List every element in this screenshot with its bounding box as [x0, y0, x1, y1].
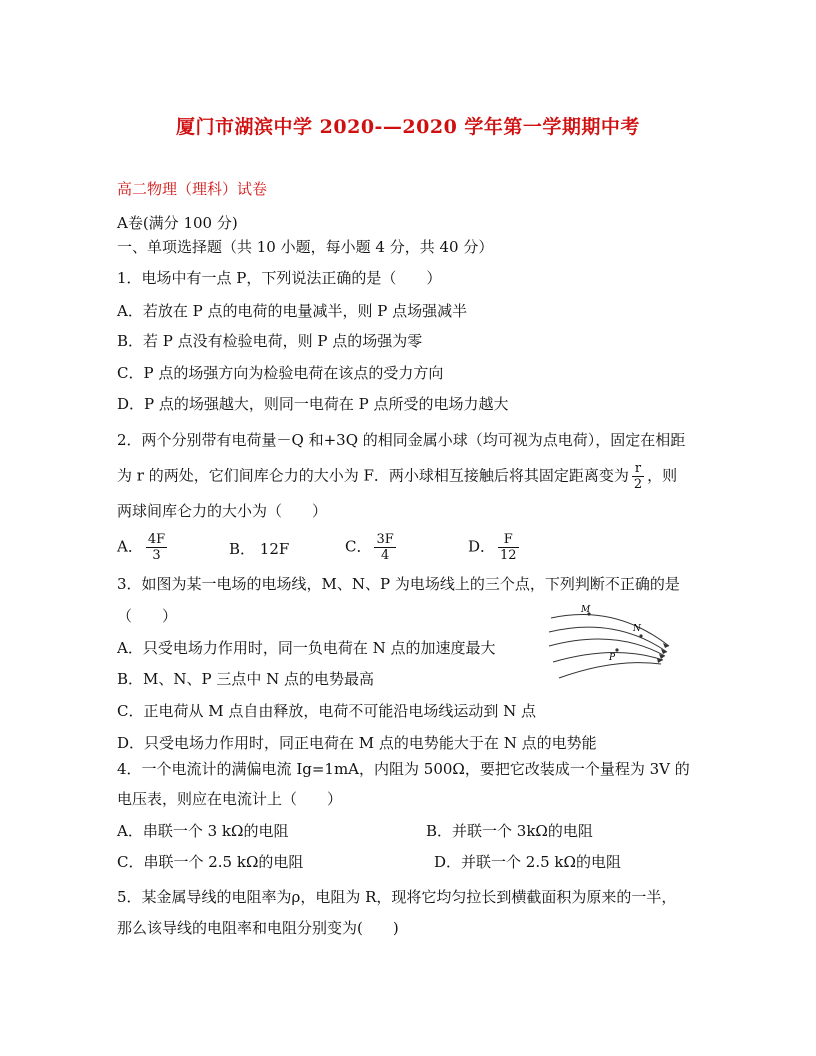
fraction-denominator: 4	[380, 548, 390, 563]
q5-line-1: 5．某金属导线的电阻率为ρ，电阻为 R，现将它均匀拉长到横截面积为原来的一半，	[117, 888, 677, 906]
section-a-label: A卷(满分 100 分)	[117, 214, 238, 232]
option-a-fraction	[146, 532, 167, 563]
q4-option-d: D．并联一个 2.5 kΩ的电阻	[434, 853, 621, 871]
q2-option-b: B． 12F	[229, 540, 290, 558]
fraction-numerator: r	[632, 461, 644, 477]
q1-option-c: C．P 点的场强方向为检验电荷在该点的受力方向	[117, 364, 444, 382]
q1-option-d: D．P 点的场强越大，则同一电荷在 P 点所受的电场力越大	[117, 395, 509, 413]
fraction-numerator: F	[498, 532, 519, 548]
q2-line-1: 2．两个分别带有电荷量－Q 和+3Q 的相同金属小球（均可视为点电荷），固定在相距	[117, 431, 686, 449]
q1-option-b: B．若 P 点没有检验电荷，则 P 点的场强为零	[117, 332, 423, 350]
label-m: M	[581, 605, 591, 615]
q3-line-2: （ ）	[117, 607, 178, 625]
q4-line-2: 电压表，则应在电流计上（ ）	[117, 790, 343, 808]
fraction-denominator: 2	[633, 477, 643, 492]
q2-option-c	[345, 532, 399, 563]
fraction-denominator: 12	[500, 548, 517, 563]
q5-line-2: 那么该导线的电阻率和电阻分别变为( )	[117, 919, 399, 937]
q3-option-a: A．只受电场力作用时，同一负电荷在 N 点的加速度最大	[117, 639, 496, 657]
label-p: P	[609, 653, 616, 663]
q4-option-b: B．并联一个 3kΩ的电阻	[426, 822, 593, 840]
q2-line-3: 两球间库仑力的大小为（ ）	[117, 502, 328, 520]
point-p	[615, 648, 618, 651]
field-line	[553, 652, 663, 662]
q3-option-b: B．M、N、P 三点中 N 点的电势最高	[117, 670, 375, 688]
label-n: N	[633, 624, 641, 634]
fraction-numerator: 3F	[376, 532, 394, 547]
field-line	[559, 663, 661, 678]
point-n	[639, 634, 642, 637]
q4-option-c: C．串联一个 2.5 kΩ的电阻	[117, 853, 304, 871]
q3-line-1: 3．如图为某一电场的电场线，M、N、P 为电场线上的三个点，下列判断不正确的是	[117, 575, 680, 593]
fraction-denominator: 3	[152, 548, 161, 563]
q2-option-a	[117, 532, 170, 563]
q2-option-d	[468, 532, 522, 563]
electric-field-lines-figure	[545, 600, 675, 680]
option-label: D．	[468, 537, 496, 556]
q3-option-c: C．正电荷从 M 点自由释放，电荷不可能沿电场线运动到 N 点	[117, 702, 537, 720]
q2-line-2-tail: ，则	[647, 466, 678, 485]
q3-option-d: D．只受电场力作用时，同正电荷在 M 点的电势能大于在 N 点的电势能	[117, 734, 597, 752]
option-d-fraction	[498, 532, 519, 563]
option-label: C．	[345, 537, 372, 556]
option-c-fraction	[374, 532, 395, 563]
part1-heading: 一、单项选择题（共 10 小题，每小题 4 分，共 40 分）	[117, 238, 494, 256]
fraction-r-over-2	[632, 461, 644, 492]
option-label: A．	[117, 537, 143, 556]
q2-line-2-text: 为 r 的两处，它们间库仑力的大小为 F．两小球相互接触后将其固定距离变为	[117, 466, 629, 485]
q1-stem: 1．电场中有一点 P，下列说法正确的是（ ）	[117, 269, 442, 287]
subject-heading: 高二物理（理科）试卷	[117, 180, 268, 198]
field-line	[549, 639, 665, 656]
q2-line-2	[117, 461, 677, 492]
q4-option-a: A．串联一个 3 kΩ的电阻	[117, 822, 289, 840]
q4-line-1: 4．一个电流计的满偏电流 Ig=1mA，内阻为 500Ω，要把它改装成一个量程为 3V 的	[117, 760, 690, 778]
exam-title: 厦门市湖滨中学 2020-—2020 学年第一学期期中考	[176, 116, 640, 138]
q1-option-a: A．若放在 P 点的电荷的电量减半，则 P 点场强减半	[117, 302, 468, 320]
fraction-numerator: 4F	[147, 532, 166, 547]
